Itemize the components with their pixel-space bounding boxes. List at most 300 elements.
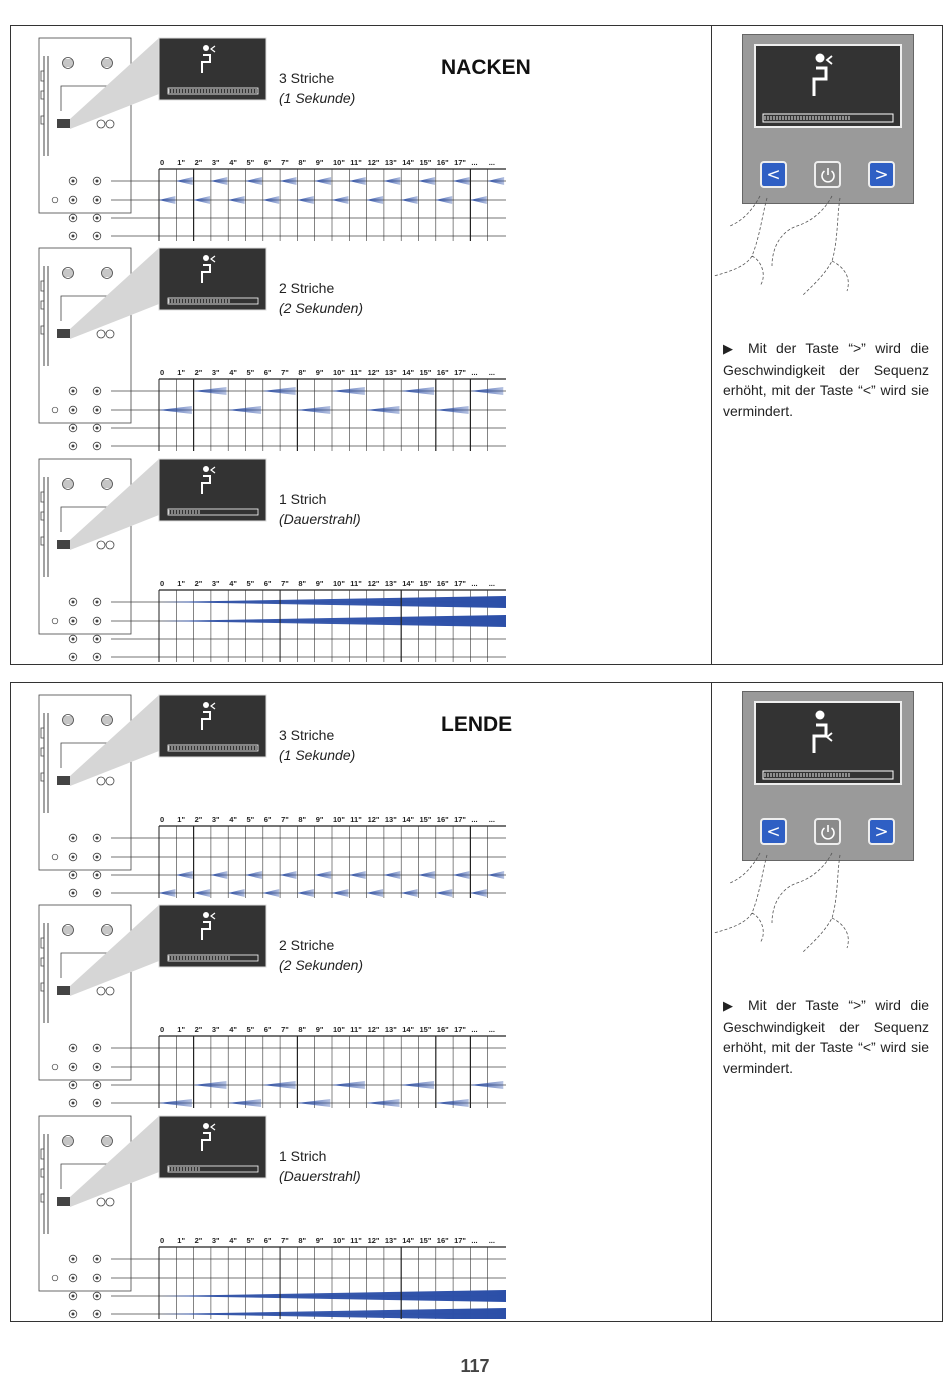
- tick-label: 2": [194, 158, 203, 167]
- shower-column: [39, 695, 131, 870]
- nozzle-icon: [69, 442, 101, 450]
- nozzle-icon: [69, 871, 101, 879]
- tick-label: 3": [211, 368, 220, 377]
- tick-label: 0: [160, 158, 165, 167]
- tick-label: ...: [488, 1025, 495, 1034]
- jet-pulse: [419, 177, 435, 185]
- jet-pulse: [176, 871, 192, 879]
- sequence-label: 1 Strich: [279, 491, 327, 507]
- tick-label: 9": [315, 1236, 324, 1245]
- seated-person-icon: [203, 45, 209, 51]
- jet-pulse: [297, 1099, 330, 1107]
- tick-label: 12": [367, 579, 380, 588]
- tick-label: 15": [419, 815, 432, 824]
- tick-label: 16": [436, 579, 449, 588]
- tick-label: 2": [194, 815, 203, 824]
- nozzle-icon: [69, 1044, 101, 1052]
- tick-label: 17": [454, 1025, 467, 1034]
- shower-column: [39, 1116, 131, 1291]
- sequence-sublabel: (1 Sekunde): [279, 90, 356, 106]
- mini-display: [159, 38, 266, 100]
- tick-label: 7": [281, 1025, 289, 1034]
- tick-label: 9": [315, 158, 324, 167]
- jet-pulse: [280, 871, 296, 879]
- nozzle-icon: [69, 424, 101, 432]
- jet-pulse: [367, 406, 400, 414]
- tick-label: 15": [419, 158, 432, 167]
- control-column: [712, 26, 943, 664]
- jet-pulse: [384, 871, 400, 879]
- sequence-3: [11, 1114, 711, 1319]
- jet-pulse: [470, 889, 486, 897]
- tick-label: 12": [367, 368, 380, 377]
- control-box: [57, 776, 70, 785]
- tick-label: 5": [246, 579, 255, 588]
- jet-pulse: [367, 889, 383, 897]
- nozzle-icon: [69, 1310, 101, 1318]
- tick-label: 14": [402, 815, 415, 824]
- power-icon: [819, 166, 837, 184]
- mini-display: [159, 248, 266, 310]
- tick-label: 7": [281, 1236, 289, 1245]
- selector-dot: [52, 407, 58, 413]
- tick-label: 12": [367, 1025, 380, 1034]
- jet-pulse: [297, 889, 313, 897]
- sequence-diagram: [11, 693, 711, 898]
- tick-label: 8": [298, 1236, 307, 1245]
- tick-label: 8": [298, 815, 307, 824]
- shower-head-icon: [63, 715, 74, 726]
- sequence-sublabel: (Dauerstrahl): [279, 511, 361, 527]
- tick-label: 14": [402, 368, 415, 377]
- tick-label: 15": [419, 1025, 432, 1034]
- sequence-3: [11, 457, 711, 662]
- jet-pulse: [246, 177, 262, 185]
- tick-label: 2": [194, 1236, 203, 1245]
- tick-label: ...: [471, 815, 478, 824]
- tick-label: 5": [246, 158, 255, 167]
- jet-pulse: [159, 889, 175, 897]
- tick-label: 13": [384, 815, 397, 824]
- increase-speed-button[interactable]: >: [868, 818, 895, 845]
- tick-label: 14": [402, 158, 415, 167]
- jet-pulse: [194, 387, 227, 395]
- jet-pulse: [211, 871, 227, 879]
- decrease-speed-button[interactable]: <: [760, 161, 787, 188]
- jet-pulse: [228, 406, 261, 414]
- sequence-2: [11, 246, 711, 451]
- sequence-sublabel: (1 Sekunde): [279, 747, 356, 763]
- shower-head-icon: [102, 58, 113, 69]
- tick-label: 11": [350, 579, 362, 588]
- mini-display: [159, 695, 266, 757]
- jet-pulse: [453, 177, 469, 185]
- jet-pulse: [228, 196, 244, 204]
- jet-pulse: [159, 1099, 192, 1107]
- control-box: [57, 329, 70, 338]
- tick-label: ...: [488, 368, 495, 377]
- nozzle-icon: [69, 834, 101, 842]
- tick-label: 10": [333, 1236, 345, 1245]
- tick-label: 11": [350, 1025, 362, 1034]
- control-box: [57, 1197, 70, 1206]
- jet-pulse: [194, 196, 210, 204]
- sequence-sublabel: (Dauerstrahl): [279, 1168, 361, 1184]
- nozzle-icon: [69, 232, 101, 240]
- tick-label: 8": [298, 158, 307, 167]
- tick-label: 0: [160, 368, 165, 377]
- jet-pulse: [263, 1081, 296, 1089]
- jet-pulse: [297, 196, 313, 204]
- tick-label: 5": [246, 815, 255, 824]
- jet-pulse: [436, 406, 469, 414]
- panel-lende: [10, 682, 943, 1322]
- sequence-diagram: [11, 246, 711, 451]
- control-column: [712, 683, 943, 1321]
- tick-label: 12": [367, 815, 380, 824]
- tick-label: 0: [160, 579, 165, 588]
- jet-pulse: [470, 387, 503, 395]
- jet-pulse: [246, 871, 262, 879]
- tick-label: 13": [384, 1025, 397, 1034]
- tick-label: 8": [298, 368, 307, 377]
- mini-display: [159, 459, 266, 521]
- tick-label: 9": [315, 579, 324, 588]
- jet-pulse: [159, 196, 175, 204]
- shower-head-icon: [102, 268, 113, 279]
- page-number: 117: [460, 1356, 490, 1375]
- tick-label: ...: [471, 1025, 478, 1034]
- tick-label: 2": [194, 1025, 203, 1034]
- tick-label: 17": [454, 158, 467, 167]
- power-button[interactable]: [814, 161, 841, 188]
- tick-label: 16": [436, 1236, 449, 1245]
- jet-pulse: [470, 196, 486, 204]
- tick-label: 11": [350, 368, 362, 377]
- tick-label: 16": [436, 1025, 449, 1034]
- tick-label: 4": [229, 815, 237, 824]
- tick-label: 5": [246, 1025, 255, 1034]
- seated-person-icon: [203, 466, 209, 472]
- selector-dot: [52, 854, 58, 860]
- tick-label: 13": [384, 579, 397, 588]
- tick-label: 1": [177, 1025, 186, 1034]
- nozzle-icon: [69, 214, 101, 222]
- jet-pulse: [315, 177, 331, 185]
- display-screen: [754, 44, 902, 128]
- shower-column: [39, 459, 131, 634]
- jet-pulse: [159, 406, 192, 414]
- jet-pulse: [401, 889, 417, 897]
- hand-pointer-icon: [712, 843, 943, 973]
- nozzle-icon: [69, 1081, 101, 1089]
- zoom-wedge: [70, 905, 159, 996]
- tick-label: 14": [402, 1025, 415, 1034]
- sequence-label: 3 Striche: [279, 70, 335, 86]
- jet-pulse: [332, 1081, 365, 1089]
- control-panel: [742, 34, 914, 204]
- tick-label: 7": [281, 368, 289, 377]
- sequence-diagram: [11, 1114, 711, 1319]
- shower-head-icon: [63, 1136, 74, 1147]
- jet-pulse: [401, 1081, 434, 1089]
- tick-label: 1": [177, 579, 186, 588]
- jet-pulse: [367, 1099, 400, 1107]
- instruction-text: ▶ Mit der Taste “>” wird die Geschwindigkeit der Sequenz erhöht, mit der Taste “<” wird sie vermindert.: [723, 997, 930, 1076]
- nozzle-icon: [69, 1255, 101, 1263]
- tick-label: ...: [488, 1236, 495, 1245]
- tick-label: ...: [488, 158, 495, 167]
- nozzle-icon: [69, 406, 101, 414]
- jet-pulse: [263, 196, 279, 204]
- tick-label: 6": [263, 1236, 272, 1245]
- tick-label: 13": [384, 368, 397, 377]
- tick-label: 3": [211, 158, 220, 167]
- jet-pulse: [367, 196, 383, 204]
- nozzle-icon: [69, 635, 101, 643]
- seated-person-icon: [203, 255, 209, 261]
- seated-person-icon: [203, 702, 209, 708]
- tick-label: 10": [333, 368, 345, 377]
- tick-label: 9": [315, 815, 324, 824]
- tick-label: 4": [229, 579, 237, 588]
- zoom-wedge: [70, 1116, 159, 1207]
- jet-pulse: [332, 387, 365, 395]
- mini-display: [159, 905, 266, 967]
- nozzle-icon: [69, 617, 101, 625]
- tick-label: 17": [454, 579, 467, 588]
- jet-pulse: [263, 889, 279, 897]
- section-title: NACKEN: [441, 56, 531, 79]
- tick-label: ...: [471, 1236, 478, 1245]
- tick-label: 6": [263, 158, 272, 167]
- tick-label: 4": [229, 368, 237, 377]
- shower-head-icon: [63, 925, 74, 936]
- tick-label: 0: [160, 1025, 165, 1034]
- tick-label: 3": [211, 1236, 220, 1245]
- jet-pulse: [228, 889, 244, 897]
- tick-label: 10": [333, 1025, 345, 1034]
- tick-label: 11": [350, 1236, 362, 1245]
- jet-pulse: [332, 889, 348, 897]
- tick-label: 4": [229, 1025, 237, 1034]
- shower-head-icon: [63, 479, 74, 490]
- jet-pulse: [228, 1099, 261, 1107]
- tick-label: 0: [160, 1236, 165, 1245]
- jet-pulse: [488, 177, 504, 185]
- tick-label: 6": [263, 815, 272, 824]
- tick-label: 14": [402, 579, 415, 588]
- hand-pointer-icon: [712, 186, 943, 316]
- jet-pulse: [349, 177, 365, 185]
- jet-pulse: [436, 196, 452, 204]
- nozzle-icon: [69, 196, 101, 204]
- tick-label: 8": [298, 579, 307, 588]
- sequence-1: [11, 36, 711, 241]
- shower-column: [39, 905, 131, 1080]
- instruction-text: ▶ Mit der Taste “>” wird die Geschwindigkeit der Sequenz erhöht, mit der Taste “<” wird sie vermindert.: [723, 340, 930, 419]
- jet-pulse: [194, 889, 210, 897]
- tick-label: 17": [454, 368, 467, 377]
- nozzle-icon: [69, 177, 101, 185]
- tick-label: 17": [454, 815, 467, 824]
- tick-label: 9": [315, 368, 324, 377]
- nozzle-icon: [69, 387, 101, 395]
- tick-label: 6": [263, 579, 272, 588]
- arrow-right-icon: ▶: [723, 341, 739, 356]
- tick-label: 5": [246, 1236, 255, 1245]
- selector-dot: [52, 618, 58, 624]
- nozzle-icon: [69, 1063, 101, 1071]
- tick-label: 5": [246, 368, 255, 377]
- selector-dot: [52, 1275, 58, 1281]
- arrow-right-icon: ▶: [723, 998, 739, 1013]
- tick-label: 0: [160, 815, 165, 824]
- nozzle-icon: [69, 853, 101, 861]
- jet-pulse: [436, 1099, 469, 1107]
- nozzle-icon: [69, 1099, 101, 1107]
- jet-pulse: [436, 889, 452, 897]
- sequence-diagram: [11, 457, 711, 662]
- tick-label: 14": [402, 1236, 415, 1245]
- jet-pulse: [349, 871, 365, 879]
- seated-person-icon: [203, 1123, 209, 1129]
- jet-pulse: [384, 177, 400, 185]
- zoom-wedge: [70, 38, 159, 129]
- sequence-diagram: [11, 36, 711, 241]
- tick-label: ...: [471, 368, 478, 377]
- nozzle-icon: [69, 653, 101, 661]
- sequence-label: 1 Strich: [279, 1148, 327, 1164]
- zoom-wedge: [70, 248, 159, 339]
- jet-pulse: [297, 406, 330, 414]
- display-screen: [754, 701, 902, 785]
- jet-pulse: [488, 871, 504, 879]
- tick-label: 11": [350, 815, 362, 824]
- tick-label: 4": [229, 158, 237, 167]
- tick-label: 3": [211, 579, 220, 588]
- tick-label: ...: [471, 579, 478, 588]
- shower-head-icon: [102, 479, 113, 490]
- sequence-sublabel: (2 Sekunden): [279, 300, 364, 316]
- jet-pulse: [401, 196, 417, 204]
- power-button[interactable]: [814, 818, 841, 845]
- zoom-wedge: [70, 459, 159, 550]
- shower-head-icon: [63, 268, 74, 279]
- jet-pulse: [453, 871, 469, 879]
- tick-label: 16": [436, 368, 449, 377]
- shower-head-icon: [63, 58, 74, 69]
- tick-label: 13": [384, 1236, 397, 1245]
- section-title: LENDE: [441, 713, 513, 736]
- shower-column: [39, 248, 131, 423]
- tick-label: 1": [177, 368, 186, 377]
- tick-label: 10": [333, 158, 345, 167]
- control-box: [57, 119, 70, 128]
- tick-label: 7": [281, 158, 289, 167]
- tick-label: 16": [436, 158, 449, 167]
- nozzle-icon: [69, 889, 101, 897]
- tick-label: 2": [194, 579, 203, 588]
- sequence-1: [11, 693, 711, 898]
- sequence-label: 2 Striche: [279, 937, 335, 953]
- seated-person-icon: [756, 46, 900, 126]
- tick-label: 17": [454, 1236, 467, 1245]
- seated-person-icon: [756, 703, 900, 783]
- decrease-speed-button[interactable]: <: [760, 818, 787, 845]
- tick-label: 9": [315, 1025, 324, 1034]
- tick-label: 3": [211, 1025, 220, 1034]
- tick-label: 6": [263, 1025, 272, 1034]
- tick-label: 7": [281, 579, 289, 588]
- panel-nacken: [10, 25, 943, 665]
- tick-label: 1": [177, 815, 186, 824]
- shower-head-icon: [102, 1136, 113, 1147]
- control-box: [57, 986, 70, 995]
- jet-pulse: [332, 196, 348, 204]
- tick-label: 7": [281, 815, 289, 824]
- tick-label: 8": [298, 1025, 307, 1034]
- selector-dot: [52, 1064, 58, 1070]
- jet-pulse: [470, 1081, 503, 1089]
- sequence-2: [11, 903, 711, 1108]
- control-box: [57, 540, 70, 549]
- tick-label: 12": [367, 158, 380, 167]
- jet-pulse: [419, 871, 435, 879]
- tick-label: 1": [177, 1236, 186, 1245]
- tick-label: 6": [263, 368, 272, 377]
- tick-label: 15": [419, 579, 432, 588]
- jet-pulse: [280, 177, 296, 185]
- nozzle-icon: [69, 598, 101, 606]
- jet-pulse: [315, 871, 331, 879]
- tick-label: 15": [419, 1236, 432, 1245]
- tick-label: ...: [488, 579, 495, 588]
- sequence-sublabel: (2 Sekunden): [279, 957, 364, 973]
- selector-dot: [52, 197, 58, 203]
- nozzle-icon: [69, 1292, 101, 1300]
- tick-label: 3": [211, 815, 220, 824]
- shower-head-icon: [102, 925, 113, 936]
- tick-label: 4": [229, 1236, 237, 1245]
- tick-label: 10": [333, 815, 345, 824]
- tick-label: 10": [333, 579, 345, 588]
- sequence-label: 3 Striche: [279, 727, 335, 743]
- sequence-label: 2 Striche: [279, 280, 335, 296]
- jet-pulse: [176, 177, 192, 185]
- jet-pulse: [401, 387, 434, 395]
- tick-label: 16": [436, 815, 449, 824]
- tick-label: 1": [177, 158, 186, 167]
- mini-display: [159, 1116, 266, 1178]
- jet-pulse: [263, 387, 296, 395]
- control-panel: [742, 691, 914, 861]
- seated-person-icon: [203, 912, 209, 918]
- jet-pulse: [211, 177, 227, 185]
- tick-label: ...: [488, 815, 495, 824]
- tick-label: 13": [384, 158, 397, 167]
- tick-label: 12": [367, 1236, 380, 1245]
- zoom-wedge: [70, 695, 159, 786]
- sequence-diagram: [11, 903, 711, 1108]
- power-icon: [819, 823, 837, 841]
- shower-head-icon: [102, 715, 113, 726]
- tick-label: 11": [350, 158, 362, 167]
- tick-label: ...: [471, 158, 478, 167]
- increase-speed-button[interactable]: >: [868, 161, 895, 188]
- tick-label: 2": [194, 368, 203, 377]
- shower-column: [39, 38, 131, 213]
